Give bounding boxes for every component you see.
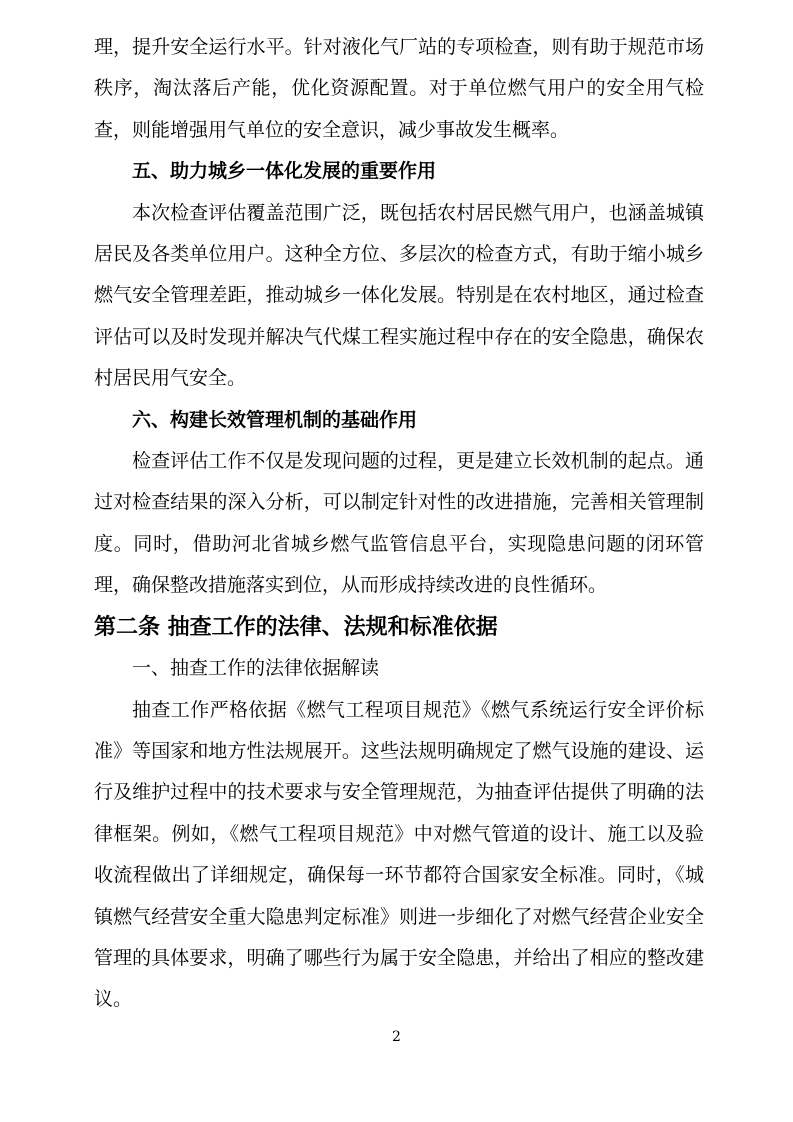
section-subheading-six: 六、构建长效管理机制的基础作用 (132, 408, 418, 431)
body-paragraph-continuation: 理，提升安全运行水平。针对液化气厂站的专项检查，则有助于规范市场秩序，淘汰落后产能，优化资源配置。对于单位燃气用户的安全用气检查，则能增强用气单位的安全意识，减少事故发生概率。 (94, 36, 704, 141)
article-heading: 第二条 抽查工作的法律、法规和标准依据 (94, 613, 498, 640)
body-paragraph: 抽查工作严格依据《燃气工程项目规范》《燃气系统运行安全评价标准》等国家和地方性法规展开。这些法规明确规定了燃气设施的建设、运行及维护过程中的技术要求与安全管理规范，为抽查评估提供了明确的法律框架。例如，《燃气工程项目规范》中对燃气管道的设计、施工以及验收流程做出了详细规定，确保每一环节都符合国家安全标准。同时，《城镇燃气经营安全重大隐患判定标准》则进一步细化了对燃气经营企业安全管理的具体要求，明确了哪些行为属于安全隐患，并给出了相应的整改建议。 (94, 698, 704, 1011)
page-number: 2 (392, 1029, 401, 1045)
body-paragraph: 检查评估工作不仅是发现问题的过程，更是建立长效机制的起点。通过对检查结果的深入分析，可以制定针对性的改进措施，完善相关管理制度。同时，借助河北省城乡燃气监管信息平台，实现隐患问题的闭环管理，确保整改措施落实到位，从而形成持续改进的良性循环。 (94, 450, 704, 597)
section-subheading-five: 五、助力城乡一体化发展的重要作用 (132, 160, 437, 183)
document-body (94, 27, 704, 1021)
body-paragraph: 本次检查评估覆盖范围广泛，既包括农村居民燃气用户，也涵盖城镇居民及各类单位用户。这种全方位、多层次的检查方式，有助于缩小城乡燃气安全管理差距，推动城乡一体化发展。特别是在农村地区，通过检查评估可以及时发现并解决气代煤工程实施过程中存在的安全隐患，确保农村居民用气安全。 (94, 201, 704, 390)
list-subheading-one: 一、抽查工作的法律依据解读 (132, 657, 380, 680)
